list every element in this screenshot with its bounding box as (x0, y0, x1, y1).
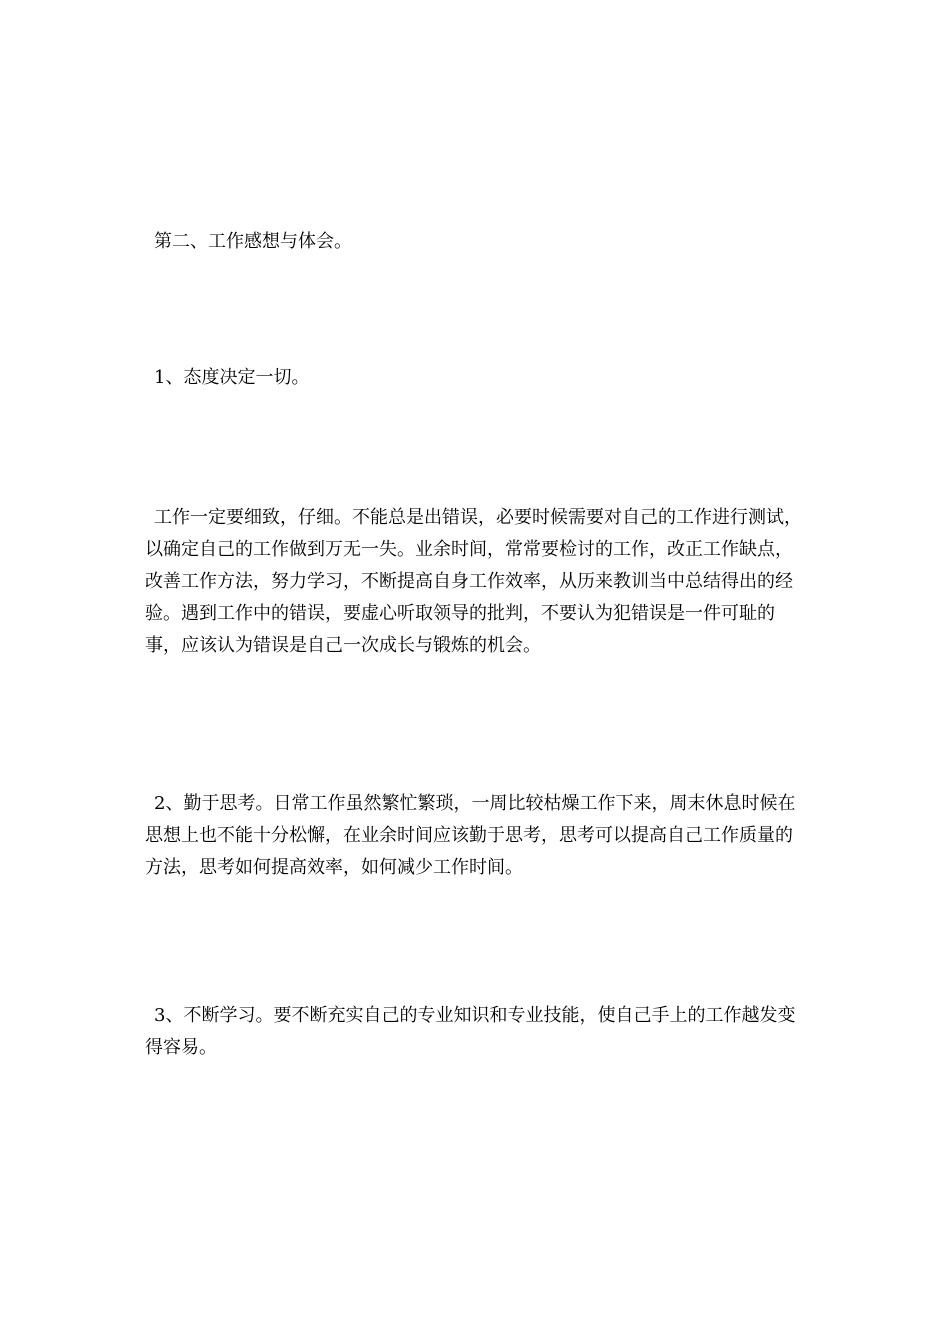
point-1-title: 1、态度决定一切。 (154, 367, 310, 388)
point-1-body: 工作一定要细致，仔细。不能总是出错误，必要时候需要对自己的工作进行测试，以确定自己的工作做到万无一失。业余时间，常常要检讨的工作，改正工作缺点，改善工作方法，努力学习，不断提高自身工作效率，从历来教训当中总结得出的经验。遇到工作中的错误，要虚心听取领导的批判，不要认为犯错误是一件可耻的事，应该认为错误是自己一次成长与锻炼的机会。 (145, 507, 802, 656)
point-3-paragraph: 3、不断学习。要不断充实自己的专业知识和专业技能，使自己手上的工作越发变得容易。 (145, 1005, 796, 1058)
point-2-paragraph: 2、勤于思考。日常工作虽然繁忙繁琐，一周比较枯燥工作下来，周末休息时候在思想上也不能十分松懈，在业余时间应该勤于思考，思考可以提高自己工作质量的方法，思考如何提高效率，如何减少工作时间。 (145, 793, 796, 878)
section-heading: 第二、工作感想与体会。 (154, 231, 352, 252)
